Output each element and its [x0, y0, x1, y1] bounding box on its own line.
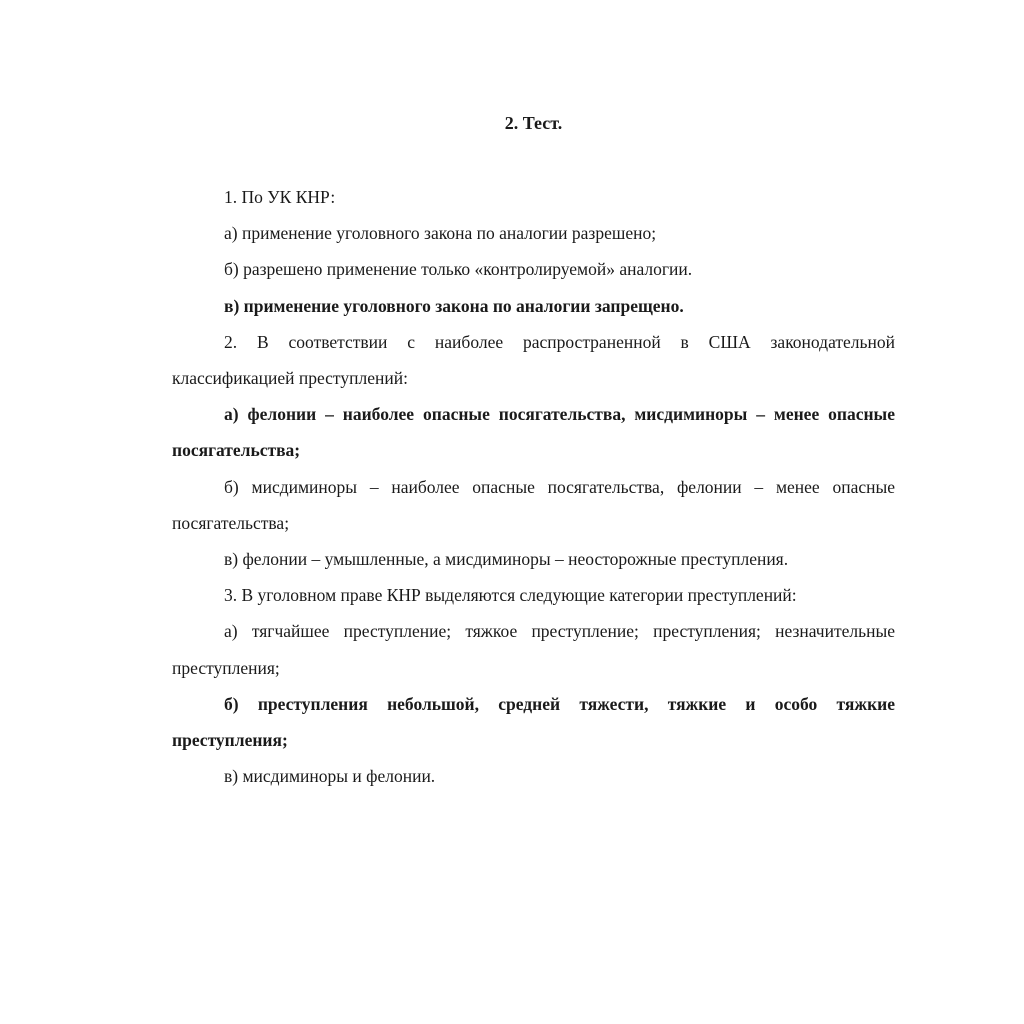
document-body	[172, 179, 895, 794]
question-1-text: 1. По УК КНР:	[224, 187, 336, 207]
question-2-text: 2. В соответствии с наиболее распространенной в США законодательной классификацией преступлений:	[172, 331, 895, 389]
question-1-option-b: б) разрешено применение только «контролируемой» аналогии.	[224, 259, 693, 280]
question-3-text: 3. В уголовном праве КНР выделяются следующие категории преступлений:	[224, 585, 797, 606]
question-3-option-b: б) преступления небольшой, средней тяжести, тяжкие и особо тяжкие преступления;	[172, 693, 895, 751]
question-2-option-c: в) фелонии – умышленные, а мисдиминоры – неосторожные преступления.	[224, 549, 789, 570]
question-2-option-b: б) мисдиминоры – наиболее опасные посягательства, фелонии – менее опасные посягательства;	[172, 476, 895, 533]
document-page	[172, 0, 895, 1024]
question-1-option-a: а) применение уголовного закона по аналогии разрешено;	[224, 223, 657, 244]
question-1-option-c: в) применение уголовного закона по аналогии запрещено.	[224, 295, 684, 316]
question-2-option-a: а) фелонии – наиболее опасные посягательства, мисдиминоры – менее опасные посягательства;	[172, 404, 895, 461]
question-3-option-c: в) мисдиминоры и фелонии.	[224, 766, 436, 787]
question-3-option-a: а) тягчайшее преступление; тяжкое преступление; преступления; незначительные преступления;	[172, 621, 895, 678]
document-title: 2. Тест.	[504, 113, 563, 133]
